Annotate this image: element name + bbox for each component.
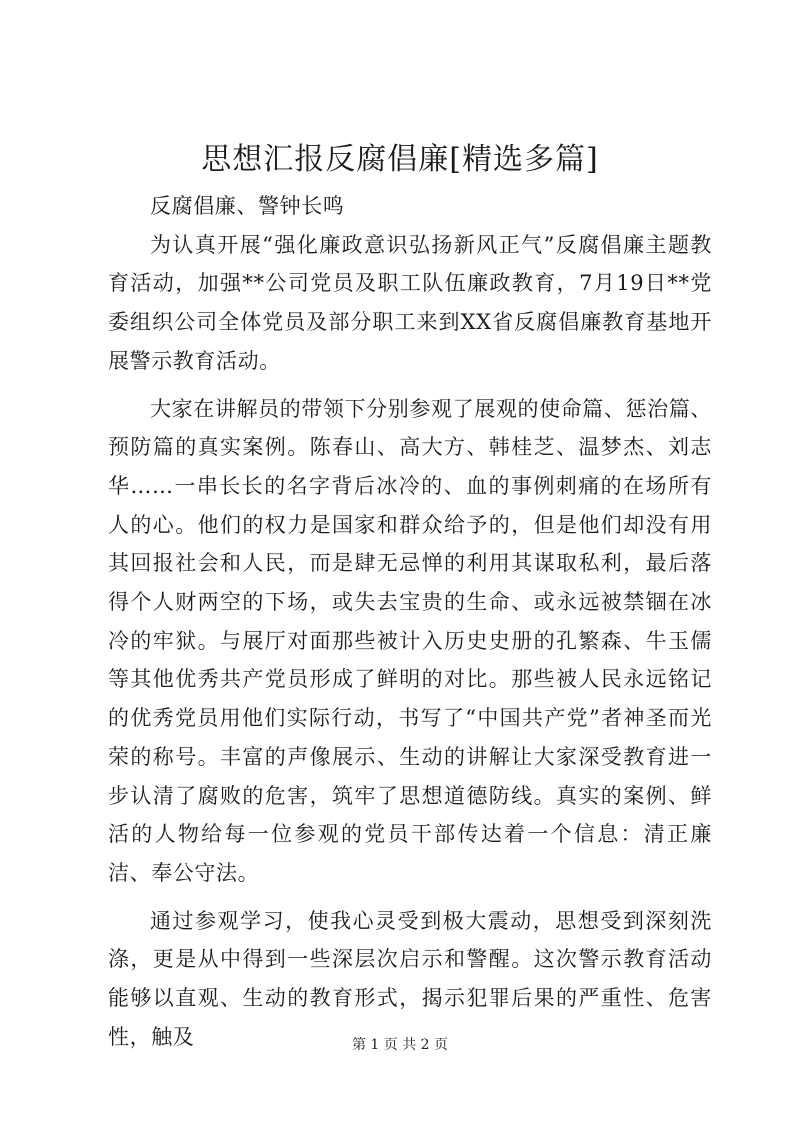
paragraph-1: 为认真开展“强化廉政意识弘扬新风正气”反腐倡廉主题教育活动，加强**公司党员及职工队伍廉政教育，7月19日**党委组织公司全体党员及部分职工来到XX省反腐倡廉教育基地开展警示教育活动。 xyxy=(108,232,712,373)
document-body xyxy=(108,187,712,1056)
paragraph-3: 通过参观学习，使我心灵受到极大震动，思想受到深刻洗涤，更是从中得到一些深层次启示和警醒。这次警示教育活动能够以直观、生动的教育形式，揭示犯罪后果的严重性、危害性，触及 xyxy=(108,908,712,1049)
paragraph-subtitle: 反腐倡廉、警钟长鸣 xyxy=(150,194,345,218)
paragraph-2: 大家在讲解员的带领下分别参观了展观的使命篇、惩治篇、预防篇的真实案例。陈春山、高大方、韩桂芝、温梦杰、刘志华……一串长长的名字背后冰冷的、血的事例刺痛的在场所有人的心。他们的权力是国家和群众给予的，但是他们却没有用其回报社会和人民，而是肆无忌惮的利用其谋取私利，最后落得个人财两空的下场，或失去宝贵的生命、或永远被禁锢在冰冷的牢狱。与展厅对面那些被计入历史史册的孔繁森、牛玉儒等其他优秀共产党员形成了鲜明的对比。那些被人民永远铭记的优秀党员用他们实际行动，书写了“中国共产党”者神圣而光荣的称号。丰富的声像展示、生动的讲解让大家深受教育进一步认清了腐败的危害，筑牢了思想道德防线。真实的案例、鲜活的人物给每一位参观的党员干部传达着一个信息：清正廉洁、奉公守法。 xyxy=(108,396,712,885)
page-number-footer: 第 1 页 共 2 页 xyxy=(351,1037,449,1053)
document-title: 思想汇报反腐倡廉[精选多篇] xyxy=(201,142,599,177)
